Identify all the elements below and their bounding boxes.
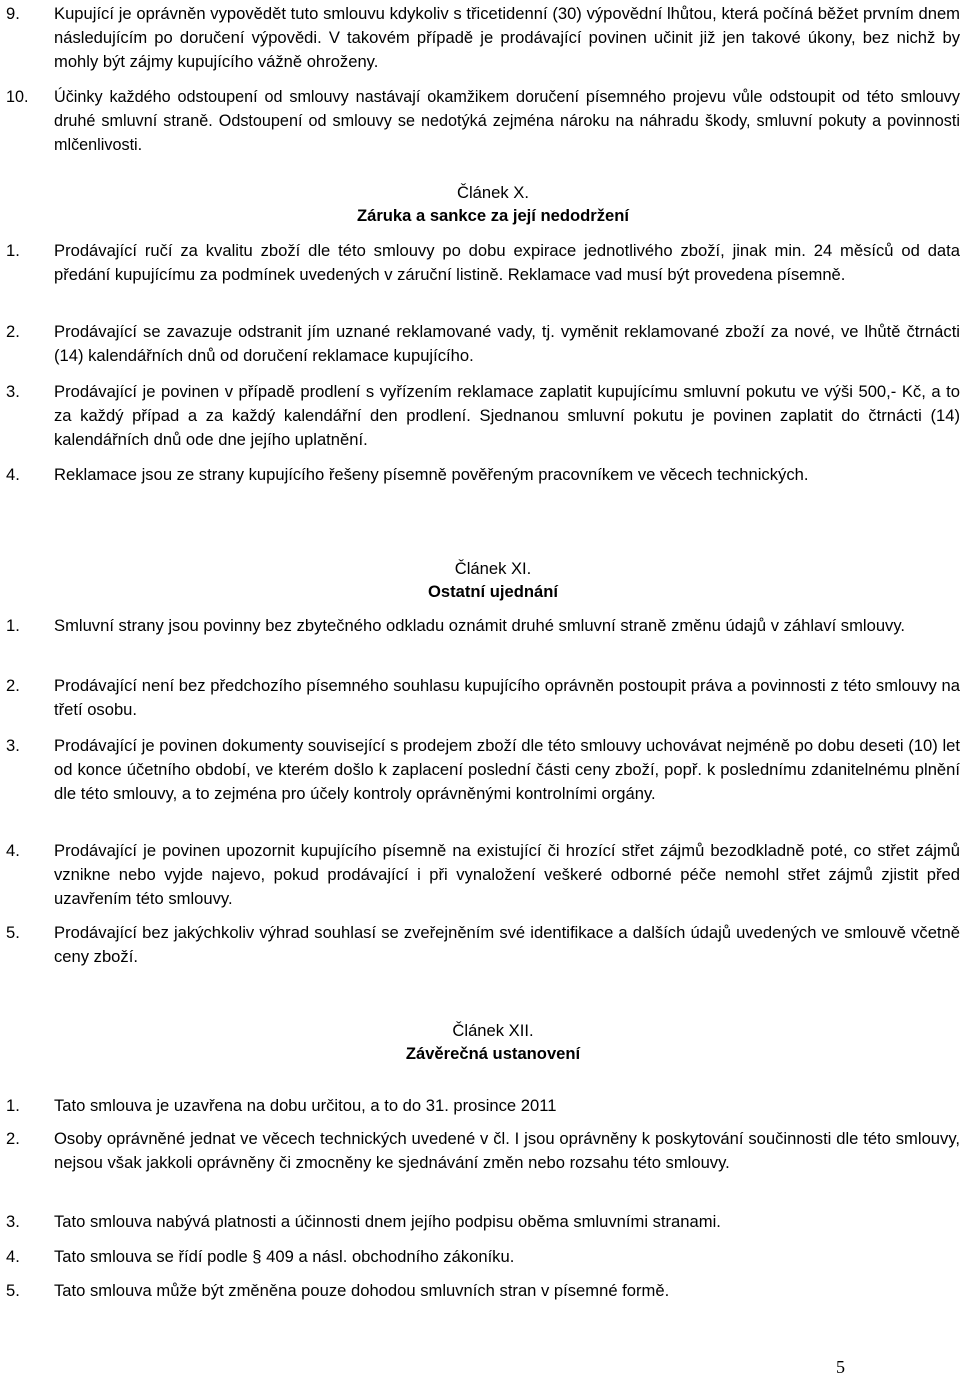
item-text: Smluvní strany jsou povinny bez zbytečného odkladu oznámit druhé smluvní straně změnu údajů v záhlaví smlouvy. <box>54 616 906 635</box>
item-number: 1. <box>6 616 20 635</box>
article-xi-heading <box>0 557 960 603</box>
item-number: 2. <box>6 322 20 341</box>
item-number: 10. <box>6 88 29 106</box>
item-text: Tato smlouva je uzavřena na dobu určitou, a to do 31. prosince 2011 <box>54 1096 557 1115</box>
list-item <box>6 1210 960 1234</box>
list-item <box>6 320 960 368</box>
item-number: 4. <box>6 465 20 484</box>
list-item <box>6 614 960 638</box>
article-title: Článek XII. <box>452 1021 534 1040</box>
item-text: Účinky každého odstoupení od smlouvy nastávají okamžikem doručení písemného projevu vůle odstoupit od této smlouvy druhé smluvní straně. Odstoupení od smlouvy se nedotýká zejména nároku na náhradu škody, smluvní pokuty a povinnosti mlčenlivosti. <box>54 88 960 154</box>
list-item <box>6 1127 960 1175</box>
article-x-heading <box>0 181 960 227</box>
item-text: Prodávající je povinen dokumenty související s prodejem zboží dle této smlouvy uchovávat nejméně po dobu deseti (10) let od konce účetního období, ve kterém došlo k zaplacení poslední části ceny zboží, popř. k poslednímu zdanitelnému plnění dle této smlouvy, a to zejména pro účely kontroly oprávněnými kontrolními orgány. <box>54 736 960 803</box>
article-subtitle: Závěrečná ustanovení <box>405 1044 581 1063</box>
item-number: 4. <box>6 1247 20 1266</box>
article-title: Článek XI. <box>454 559 532 578</box>
item-text: Prodávající je povinen upozornit kupujícího písemně na existující či hrozící střet zájmů bezodkladně poté, co střet zájmů vznikne nebo vyjde najevo, pokud prodávající i při vynaložení veškeré odborné péče nemohl střet zájmů zjistit před uzavřením této smlouvy. <box>54 841 960 908</box>
list-item <box>6 85 960 157</box>
item-text: Reklamace jsou ze strany kupujícího řešeny písemně pověřeným pracovníkem ve věcech technických. <box>54 465 809 484</box>
item-text: Osoby oprávněné jednat ve věcech technických uvedené v čl. I jsou oprávněny k poskytování součinnosti dle této smlouvy, nejsou však jakkoli oprávněny či zmocněny ke sjednávání změn nebo rozsahu této smlouvy. <box>54 1129 960 1172</box>
item-text: Prodávající se zavazuje odstranit jím uznané reklamované vady, tj. vyměnit reklamované zboží za nové, ve lhůtě čtrnácti (14) kalendářních dnů od doručení reklamace kupujícího. <box>54 322 960 365</box>
page-number: 5 <box>836 1357 845 1377</box>
article-subtitle: Záruka a sankce za její nedodržení <box>356 206 630 225</box>
list-item <box>6 839 960 911</box>
item-text: Prodávající ručí za kvalitu zboží dle této smlouvy po dobu expirace jednotlivého zboží, jinak min. 24 měsíců od data předání kupujícímu za podmínek uvedených v záruční listině. Reklamace vad musí být provedena písemně. <box>54 241 960 284</box>
item-number: 1. <box>6 1096 20 1115</box>
item-number: 2. <box>6 676 20 695</box>
item-text: Prodávající není bez předchozího písemného souhlasu kupujícího oprávněn postoupit práva a povinnosti z této smlouvy na třetí osobu. <box>54 676 960 719</box>
item-text: Tato smlouva může být změněna pouze dohodou smluvních stran v písemné formě. <box>54 1281 670 1300</box>
item-text: Prodávající bez jakýchkoliv výhrad souhlasí se zveřejněním své identifikace a dalších údajů uvedených ve smlouvě včetně ceny zboží. <box>54 923 960 966</box>
item-number: 1. <box>6 241 20 260</box>
item-number: 2. <box>6 1129 20 1148</box>
item-text: Tato smlouva se řídí podle § 409 a násl. obchodního zákoníku. <box>54 1247 515 1266</box>
item-number: 5. <box>6 923 20 942</box>
item-number: 3. <box>6 1212 20 1231</box>
item-text: Tato smlouva nabývá platnosti a účinnosti dnem jejího podpisu oběma smluvními stranami. <box>54 1212 721 1231</box>
item-number: 5. <box>6 1281 20 1300</box>
list-item <box>6 1279 960 1303</box>
list-item <box>6 463 960 487</box>
item-text: Kupující je oprávněn vypovědět tuto smlouvu kdykoliv s třicetidenní (30) výpovědní lhůtou, která počíná běžet prvním dnem následujícím po doručení výpovědi. V takovém případě je prodávající povinen učinit již jen takové úkony, bez nichž by mohly být zájmy kupujícího vážně ohroženy. <box>54 4 960 71</box>
list-item <box>6 2 960 74</box>
list-item <box>6 1245 960 1269</box>
list-item <box>6 239 960 287</box>
item-text: Prodávající je povinen v případě prodlení s vyřízením reklamace zaplatit kupujícímu smluvní pokutu ve výši 500,- Kč, a to za každý případ a za každý kalendářní den prodlení. Sjednanou smluvní pokutu je povinen zaplatit do čtrnácti (14) kalendářních dnů ode dne jejího uplatnění. <box>54 382 960 449</box>
list-item <box>6 734 960 806</box>
item-number: 9. <box>6 4 20 23</box>
article-subtitle: Ostatní ujednání <box>428 582 558 601</box>
list-item <box>6 921 960 969</box>
article-xii-heading <box>0 1019 960 1065</box>
list-item <box>6 674 960 722</box>
item-number: 3. <box>6 736 20 755</box>
item-number: 4. <box>6 841 20 860</box>
list-item <box>6 380 960 452</box>
article-title: Článek X. <box>457 183 529 202</box>
item-number: 3. <box>6 382 20 401</box>
list-item <box>6 1094 960 1118</box>
